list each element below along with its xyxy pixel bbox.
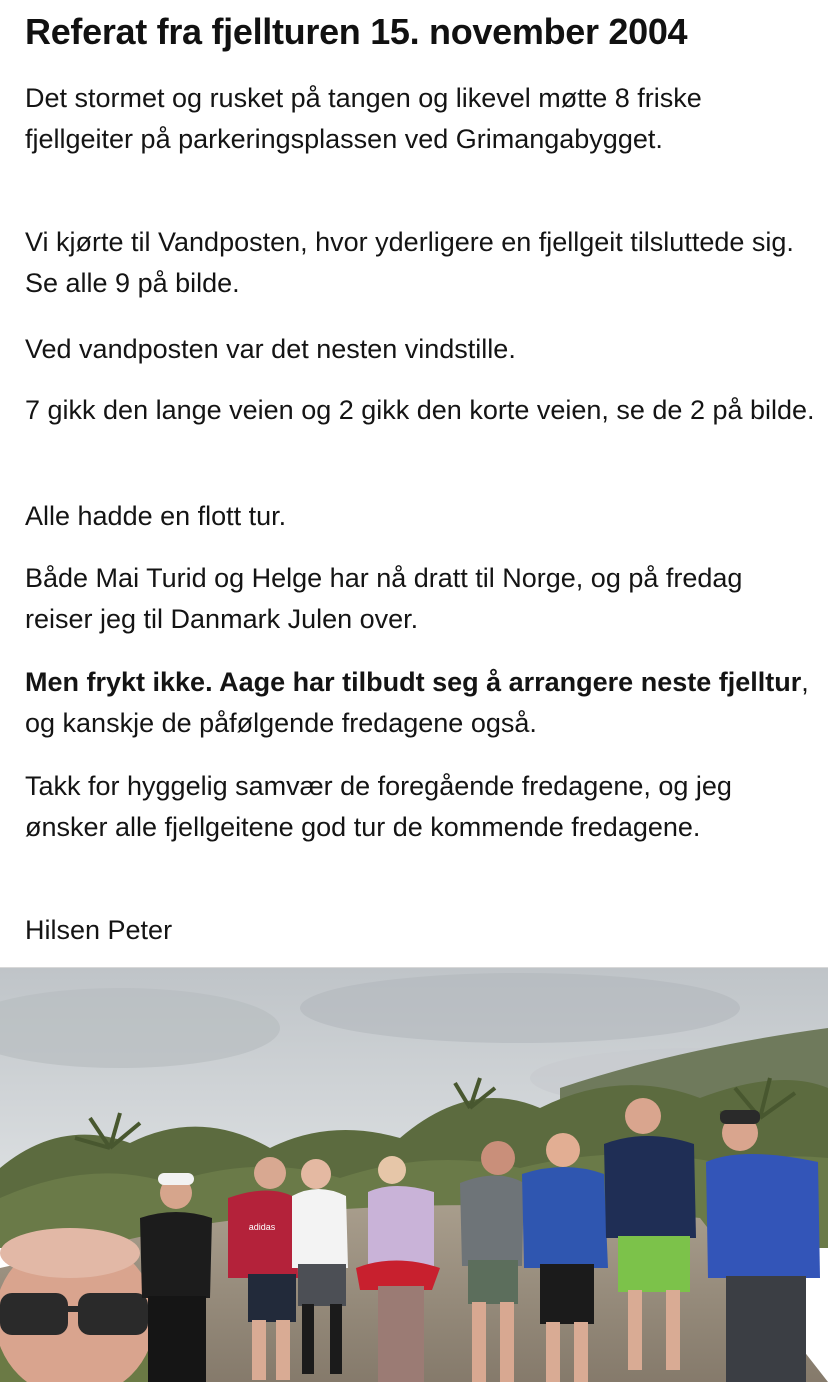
signature: Hilsen Peter (25, 915, 173, 945)
group-photo-illustration (0, 968, 828, 1382)
paragraph-next-trip (25, 662, 815, 744)
paragraph-wind: Ved vandposten var det nesten vindstille. (25, 334, 516, 364)
paragraph-thanks: Takk for hyggelig samvær de foregående fredagene, og jeg ønsker alle fjellgeitene god tur de kommende fredagene. (25, 771, 732, 842)
group-photo[interactable] (0, 967, 828, 1382)
paragraph-great-trip: Alle hadde en flott tur. (25, 501, 287, 531)
bold-announcement: Men frykt ikke. Aage har tilbudt seg å arrangere neste fjelltur (25, 667, 802, 697)
post-title: Referat fra fjellturen 15. november 2004 (25, 11, 688, 52)
person-selfie (0, 1228, 155, 1382)
shirt-logo-text: adidas (248, 1222, 276, 1232)
paragraph-travel: Både Mai Turid og Helge har nå dratt til Norge, og på fredag reiser jeg til Danmark Julen over. (25, 563, 743, 634)
paragraph-vandposten: Vi kjørte til Vandposten, hvor yderligere en fjellgeit tilsluttede sig. Se alle 9 på bilde. (25, 227, 794, 298)
paragraph-parking: Det stormet og rusket på tangen og likevel møtte 8 friske fjellgeiter på parkeringsplassen ved Grimangabygget. (25, 83, 702, 154)
announcement-rest: , og kanskje de påfølgende fredagene også. (25, 667, 809, 738)
paragraph-routes: 7 gikk den lange veien og 2 gikk den korte veien, se de 2 på bilde. (25, 395, 815, 425)
